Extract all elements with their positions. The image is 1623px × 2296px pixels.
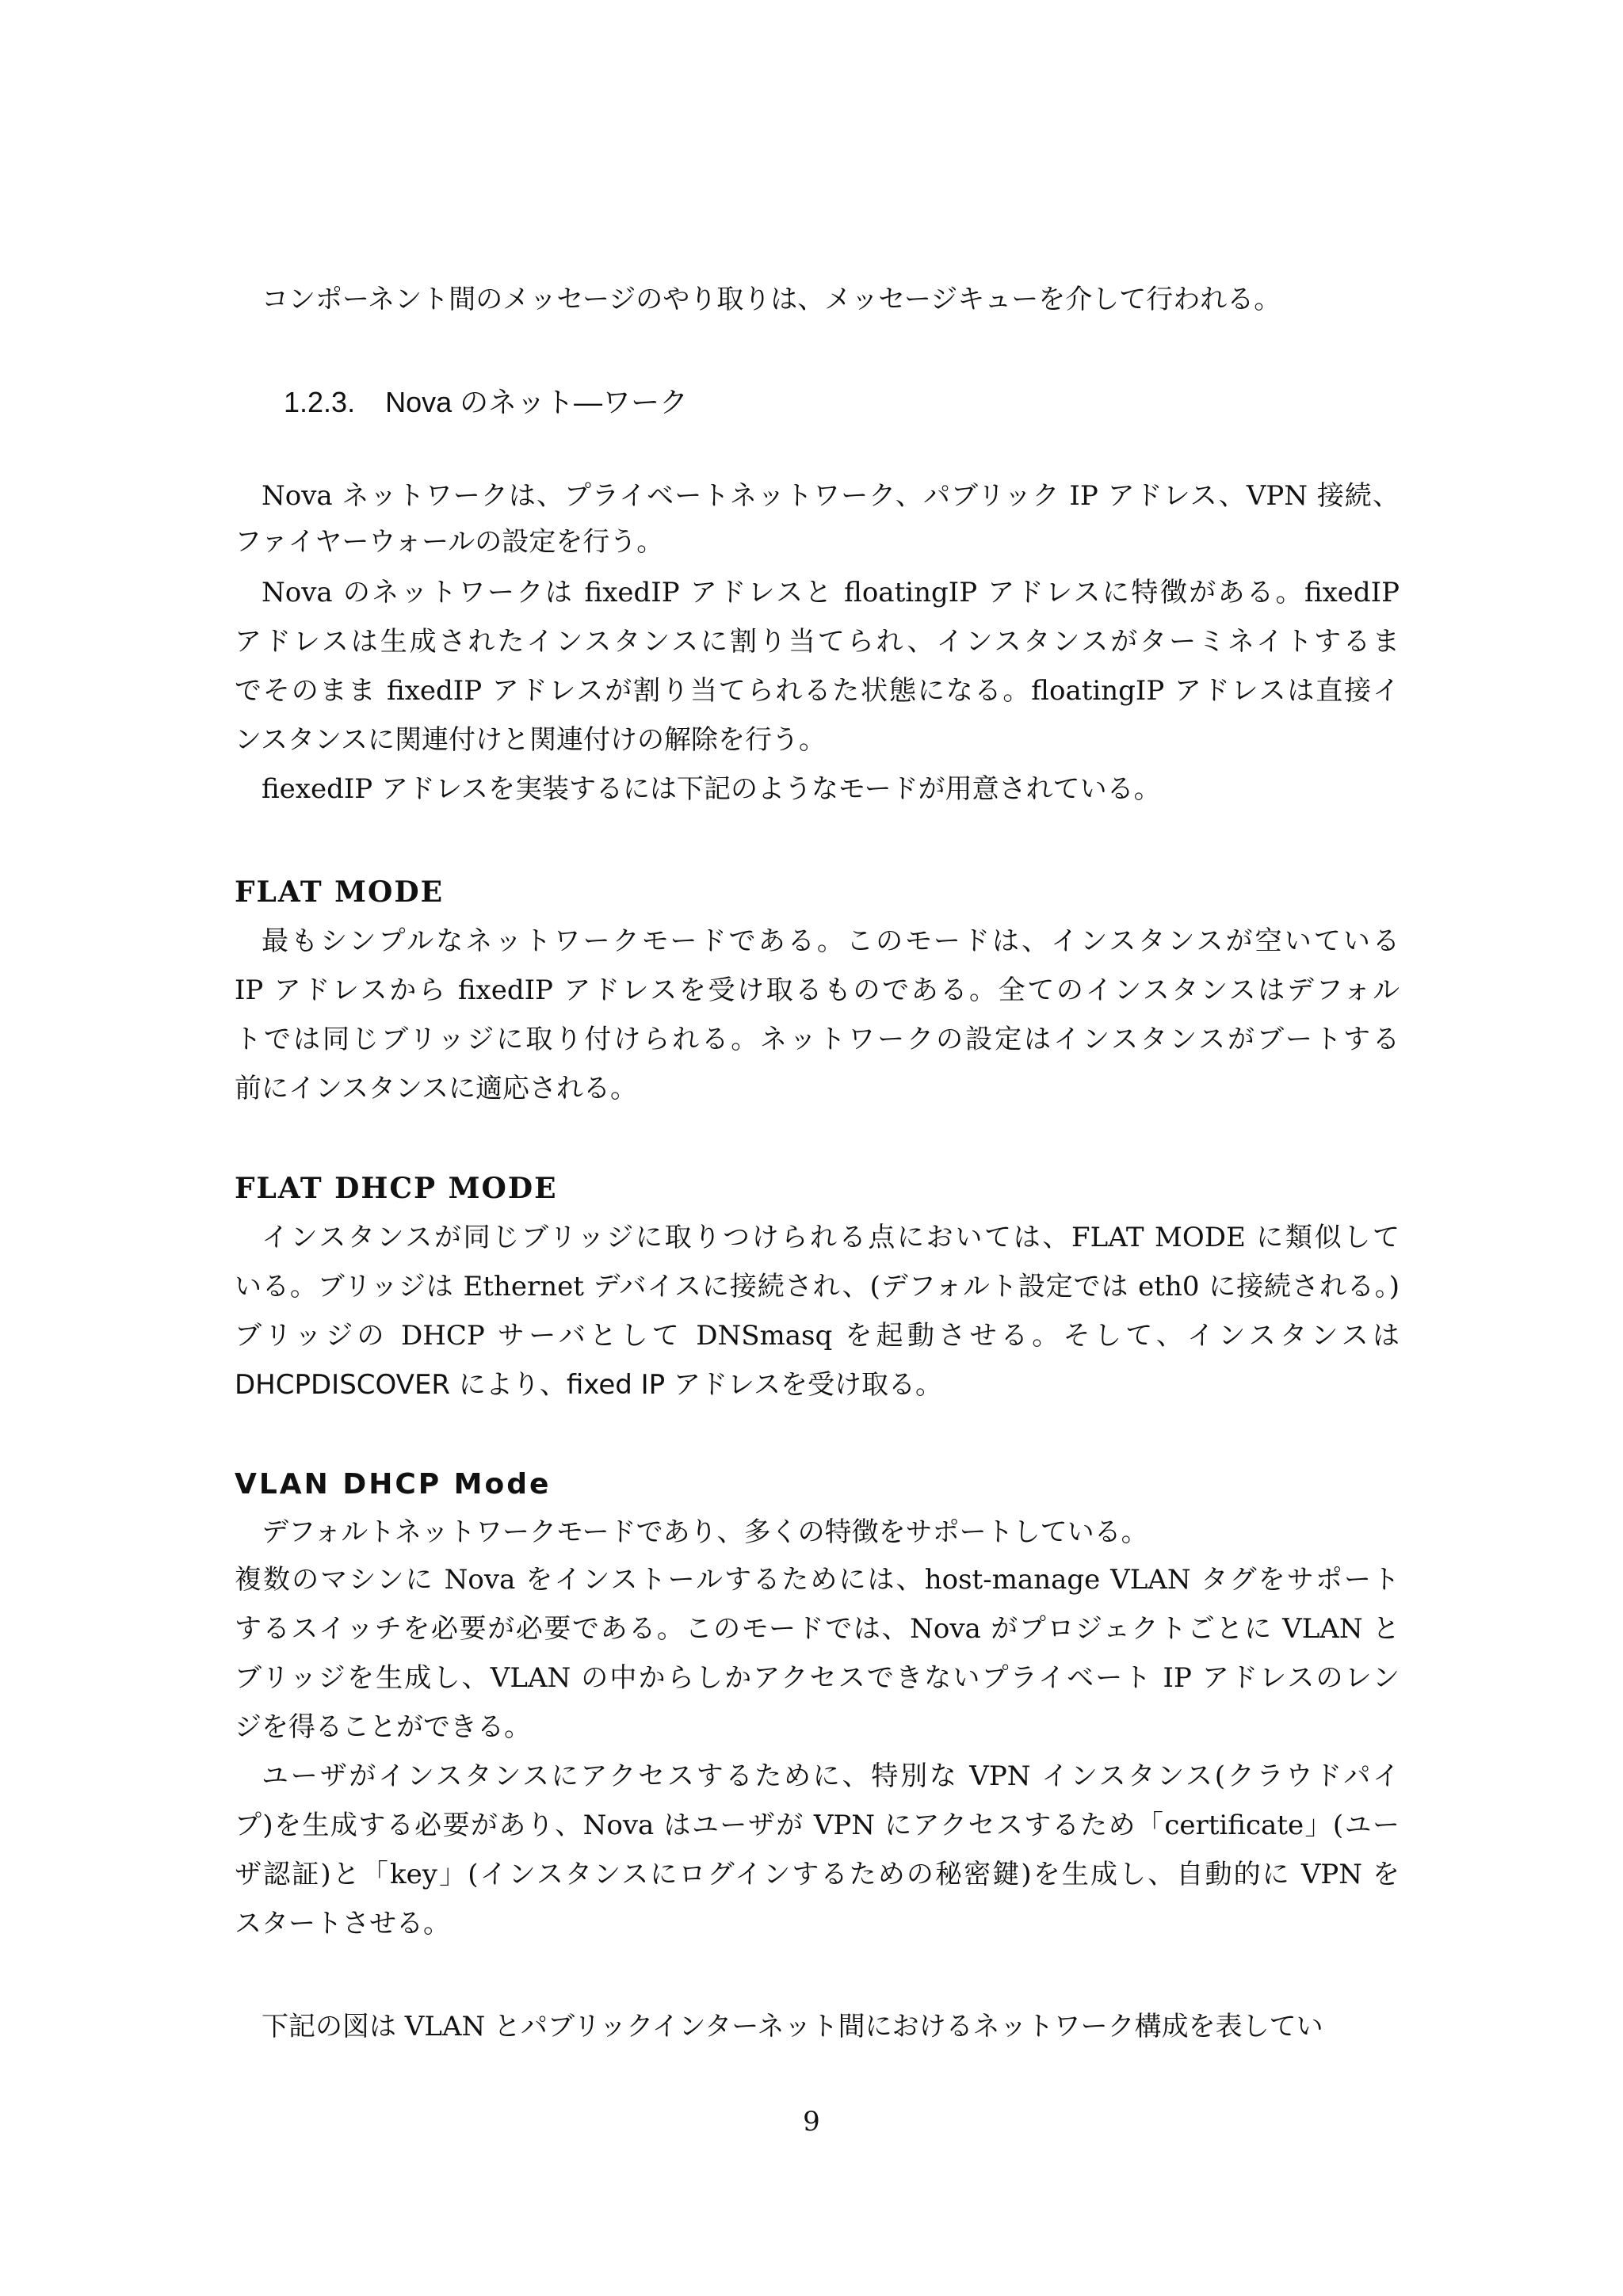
vlan-line-6: ユーザがインスタンスにアクセスするために、特別な VPN インスタンス(クラウドパイ: [262, 1760, 1400, 1792]
vlan-line-9: スタートさせる。: [235, 1908, 450, 1939]
flat-dhcp-line-4: DHCPDISCOVER により、fixed IP アドレスを受け取る。: [235, 1369, 942, 1401]
vlan-line-7: プ)を生成する必要があり、Nova はユーザが VPN にアクセスするため「certificate」(ユー: [235, 1810, 1400, 1841]
vlan-line-2: 複数のマシンに Nova をインストールするためには、host-manage VLAN タグをサポート: [235, 1564, 1400, 1596]
flat-dhcp-line-3: ブリッジの DHCP サーバとして DNSmasq を起動させる。そして、インスタンスは: [235, 1320, 1400, 1352]
flat-dhcp-mode-heading: FLAT DHCP MODE: [235, 1172, 558, 1205]
paragraph-2-line-3: でそのまま fixedIP アドレスが割り当てられるた状態になる。floatingIP アドレスは直接イ: [235, 675, 1400, 707]
section-title: Nova のネット—ワーク: [385, 386, 689, 418]
paragraph-2-line-1: Nova のネットワークは fixedIP アドレスと floatingIP アドレスに特徴がある。fixedIP: [262, 577, 1400, 608]
vlan-line-8: ザ認証)と「key」(インスタンスにログインするための秘密鍵)を生成し、自動的に VPN を: [235, 1859, 1400, 1890]
page-number: 9: [803, 2106, 820, 2138]
flat-dhcp-line-1: インスタンスが同じブリッジに取りつけられる点においては、FLAT MODE に類似して: [262, 1222, 1400, 1253]
vlan-line-1: デフォルトネットワークモードであり、多くの特徴をサポートしている。: [262, 1516, 1148, 1548]
section-heading: [284, 380, 688, 425]
closing-line: 下記の図は VLAN とパブリックインターネット間におけるネットワーク構成を表してい: [262, 2011, 1323, 2042]
paragraph-2-line-2: アドレスは生成されたインスタンスに割り当てられ、インスタンスがターミネイトするま: [235, 626, 1400, 658]
paragraph-3: fiexedIP アドレスを実装するには下記のようなモードが用意されている。: [262, 773, 1161, 805]
vlan-line-4: ブリッジを生成し、VLAN の中からしかアクセスできないプライベート IP アドレスのレン: [235, 1662, 1400, 1694]
flat-mode-line-2: IP アドレスから fixedIP アドレスを受け取るものである。全てのインスタンスはデフォル: [235, 974, 1400, 1006]
paragraph-2-line-4: ンスタンスに関連付けと関連付けの解除を行う。: [235, 724, 826, 756]
flat-mode-line-3: トでは同じブリッジに取り付けられる。ネットワークの設定はインスタンスがブートする: [235, 1024, 1400, 1055]
paragraph-1-line-2: ファイヤーウォールの設定を行う。: [235, 526, 664, 558]
flat-mode-line-4: 前にインスタンスに適応される。: [235, 1073, 637, 1104]
vlan-line-5: ジを得ることができる。: [235, 1711, 531, 1743]
intro-paragraph: コンポーネント間のメッセージのやり取りは、メッセージキューを介して行われる。: [262, 284, 1281, 315]
flat-mode-line-1: 最もシンプルなネットワークモードである。このモードは、インスタンスが空いている: [262, 925, 1400, 957]
flat-dhcp-line-2: いる。ブリッジは Ethernet デバイスに接続され、(デフォルト設定では eth0 に接続される。): [235, 1271, 1400, 1302]
vlan-line-3: するスイッチを必要が必要である。このモードでは、Nova がプロジェクトごとに VLAN と: [235, 1613, 1400, 1645]
paragraph-1-line-1: Nova ネットワークは、プライベートネットワーク、パブリック IP アドレス、VPN 接続、: [262, 480, 1400, 512]
vlan-dhcp-mode-heading: VLAN DHCP Mode: [235, 1468, 552, 1501]
section-number: 1.2.3.: [284, 386, 356, 418]
flat-mode-heading: FLAT MODE: [235, 875, 445, 909]
